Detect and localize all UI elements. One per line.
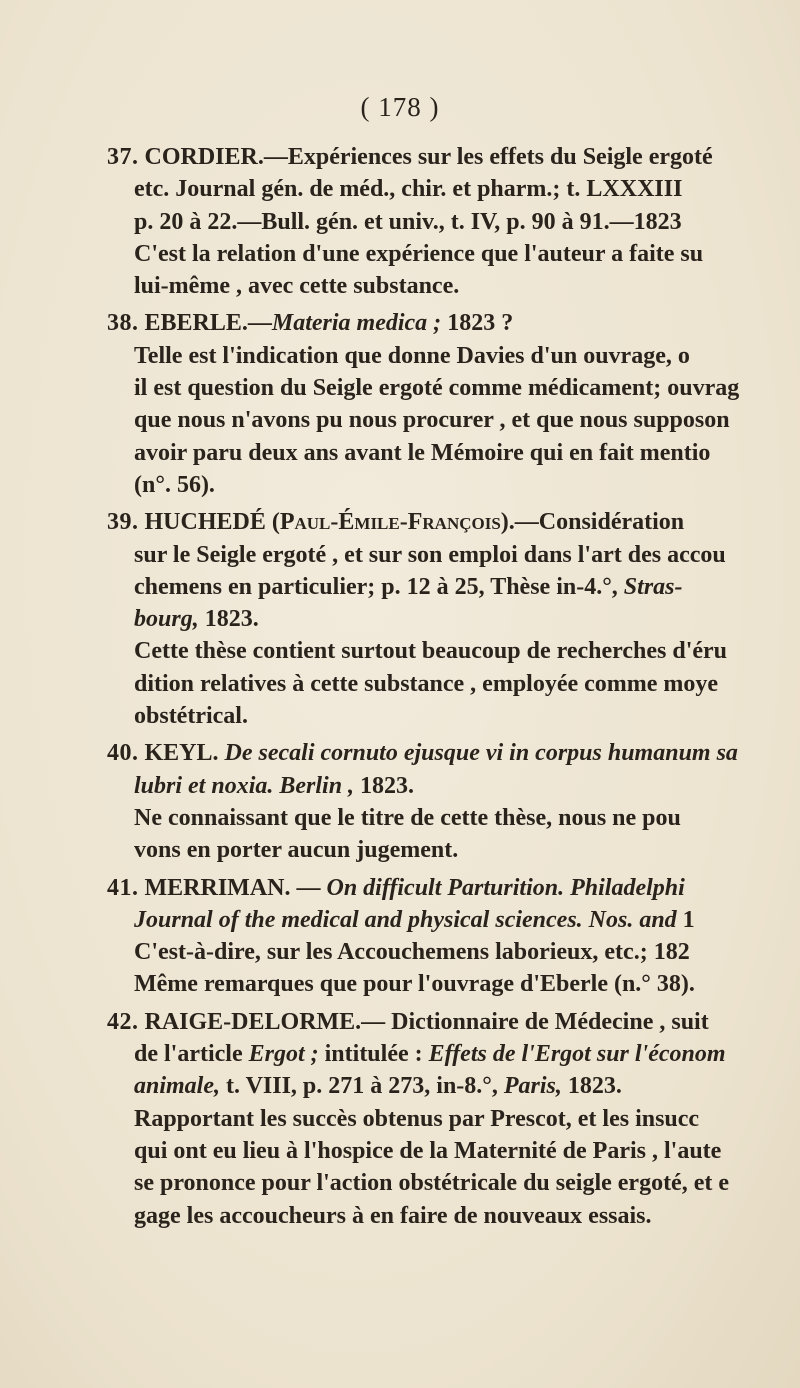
entry-text: de l'article: [134, 1041, 249, 1068]
entry-title: animale,: [134, 1073, 221, 1100]
entry-text: chemens en particulier; p. 12 à 25, Thèse in-4.°,: [134, 573, 624, 600]
entry-37-line-1: [107, 141, 797, 173]
entry-39-line-1: [107, 506, 797, 538]
entry-42: [107, 1006, 797, 1232]
entry-38: [107, 307, 797, 501]
entry-text: 1: [676, 906, 695, 933]
entry-37: [107, 141, 797, 302]
entry-title: On difficult Parturition. Philadelphi: [326, 874, 685, 901]
entry-text: qui ont eu lieu à l'hospice de la Maternité de Paris , l'aute: [134, 1137, 722, 1164]
entry-text: Même remarques que pour l'ouvrage d'Eberle (n.° 38).: [134, 971, 695, 998]
entry-number: 39.: [107, 509, 139, 536]
entry-text: (n°. 56).: [134, 471, 215, 498]
entry-text: KEYL.: [144, 740, 225, 767]
entry-place: bourg,: [134, 606, 199, 633]
entry-text: que nous n'avons pu nous procurer , et que nous supposon: [134, 407, 730, 434]
entry-38-line-1: [107, 307, 797, 339]
entry-41-line-2: [107, 904, 797, 936]
entry-39-line-4: [107, 603, 797, 635]
entry-text: avoir paru deux ans avant le Mémoire qui en fait mentio: [134, 439, 711, 466]
entry-42-line-2: [107, 1038, 797, 1070]
entry-text: MERRIMAN. —: [144, 874, 327, 901]
entry-text: 1823.: [354, 772, 415, 799]
entry-42-line-1: [107, 1006, 797, 1038]
entry-41: [107, 872, 797, 1001]
entry-number: 42.: [107, 1008, 139, 1035]
entry-title: Materia medica ;: [271, 310, 442, 337]
entry-40: [107, 737, 797, 866]
entry-text: lui-même , avec cette substance.: [134, 273, 460, 300]
entry-text: il est question du Seigle ergoté comme médicament; ouvrag: [134, 375, 740, 402]
entry-place: Paris,: [503, 1073, 562, 1100]
entry-41-line-1: [107, 872, 797, 904]
entry-place: Stras-: [623, 573, 683, 600]
entry-text: HUCHEDÉ (: [144, 509, 280, 536]
entry-text: dition relatives à cette substance , employée comme moye: [134, 670, 719, 697]
entry-text: Cette thèse contient surtout beaucoup de recherches d'éru: [134, 638, 728, 665]
page-number: ( 178 ): [360, 92, 440, 122]
entry-number: 40.: [107, 740, 139, 767]
entry-number: 41.: [107, 874, 139, 901]
entry-text: Ne connaissant que le titre de cette thèse, nous ne pou: [134, 804, 681, 831]
author-forename: Paul-Émile-François: [279, 509, 501, 536]
entry-title: Journal of the medical and physical sciences. Nos. and: [134, 906, 677, 933]
entry-number: 38.: [107, 310, 139, 337]
entry-text: t. VIII, p. 271 à 273, in-8.°,: [220, 1073, 504, 1100]
entry-text: CORDIER.—Expériences sur les effets du Seigle ergoté: [144, 144, 713, 170]
entry-42-line-3: [107, 1070, 797, 1102]
entry-text: p. 20 à 22.—Bull. gén. et univ., t. IV, p. 90 à 91.—1823: [134, 208, 682, 235]
entry-text: intitulée :: [318, 1041, 429, 1068]
entry-title: lubri et noxia. Berlin ,: [134, 772, 355, 799]
entry-title: De secali cornuto ejusque vi in corpus humanum sa: [224, 740, 738, 767]
entry-text: vons en porter aucun jugement.: [134, 837, 459, 864]
entry-40-line-1: [107, 737, 797, 769]
entry-text: se prononce pour l'action obstétricale du seigle ergoté, et e: [134, 1170, 730, 1197]
entry-39-line-3: [107, 571, 797, 603]
entry-40-line-2: [107, 770, 797, 802]
entry-text: etc. Journal gén. de méd., chir. et pharm.; t. LXXXIII: [134, 176, 683, 203]
entry-text: 1823 ?: [441, 310, 514, 337]
entry-text: Rapportant les succès obtenus par Prescot, et les insucc: [134, 1105, 700, 1132]
entry-title: Ergot ;: [248, 1041, 319, 1068]
entry-text: 1823.: [561, 1073, 622, 1100]
entry-title: Effets de l'Ergot sur l'économ: [428, 1041, 726, 1068]
entry-text: ).—Considération: [500, 509, 685, 536]
entry-text: obstétrical.: [134, 703, 248, 730]
entry-39: [107, 506, 797, 732]
entry-text: 1823.: [198, 606, 259, 633]
entry-text: sur le Seigle ergoté , et sur son emploi dans l'art des accou: [134, 541, 726, 568]
entry-number: 37.: [107, 144, 139, 170]
entry-text: EBERLE.—: [144, 310, 272, 337]
entry-text: C'est la relation d'une expérience que l'auteur a faite su: [134, 240, 704, 267]
entry-text: RAIGE-DELORME.— Dictionnaire de Médecine , suit: [144, 1008, 709, 1035]
entry-text: Telle est l'indication que donne Davies d'un ouvrage, o: [134, 342, 690, 369]
bibliography-list: [107, 136, 797, 1232]
entry-text: C'est-à-dire, sur les Accouchemens laborieux, etc.; 182: [134, 939, 690, 966]
entry-text: gage les accoucheurs à en faire de nouveaux essais.: [134, 1202, 652, 1229]
